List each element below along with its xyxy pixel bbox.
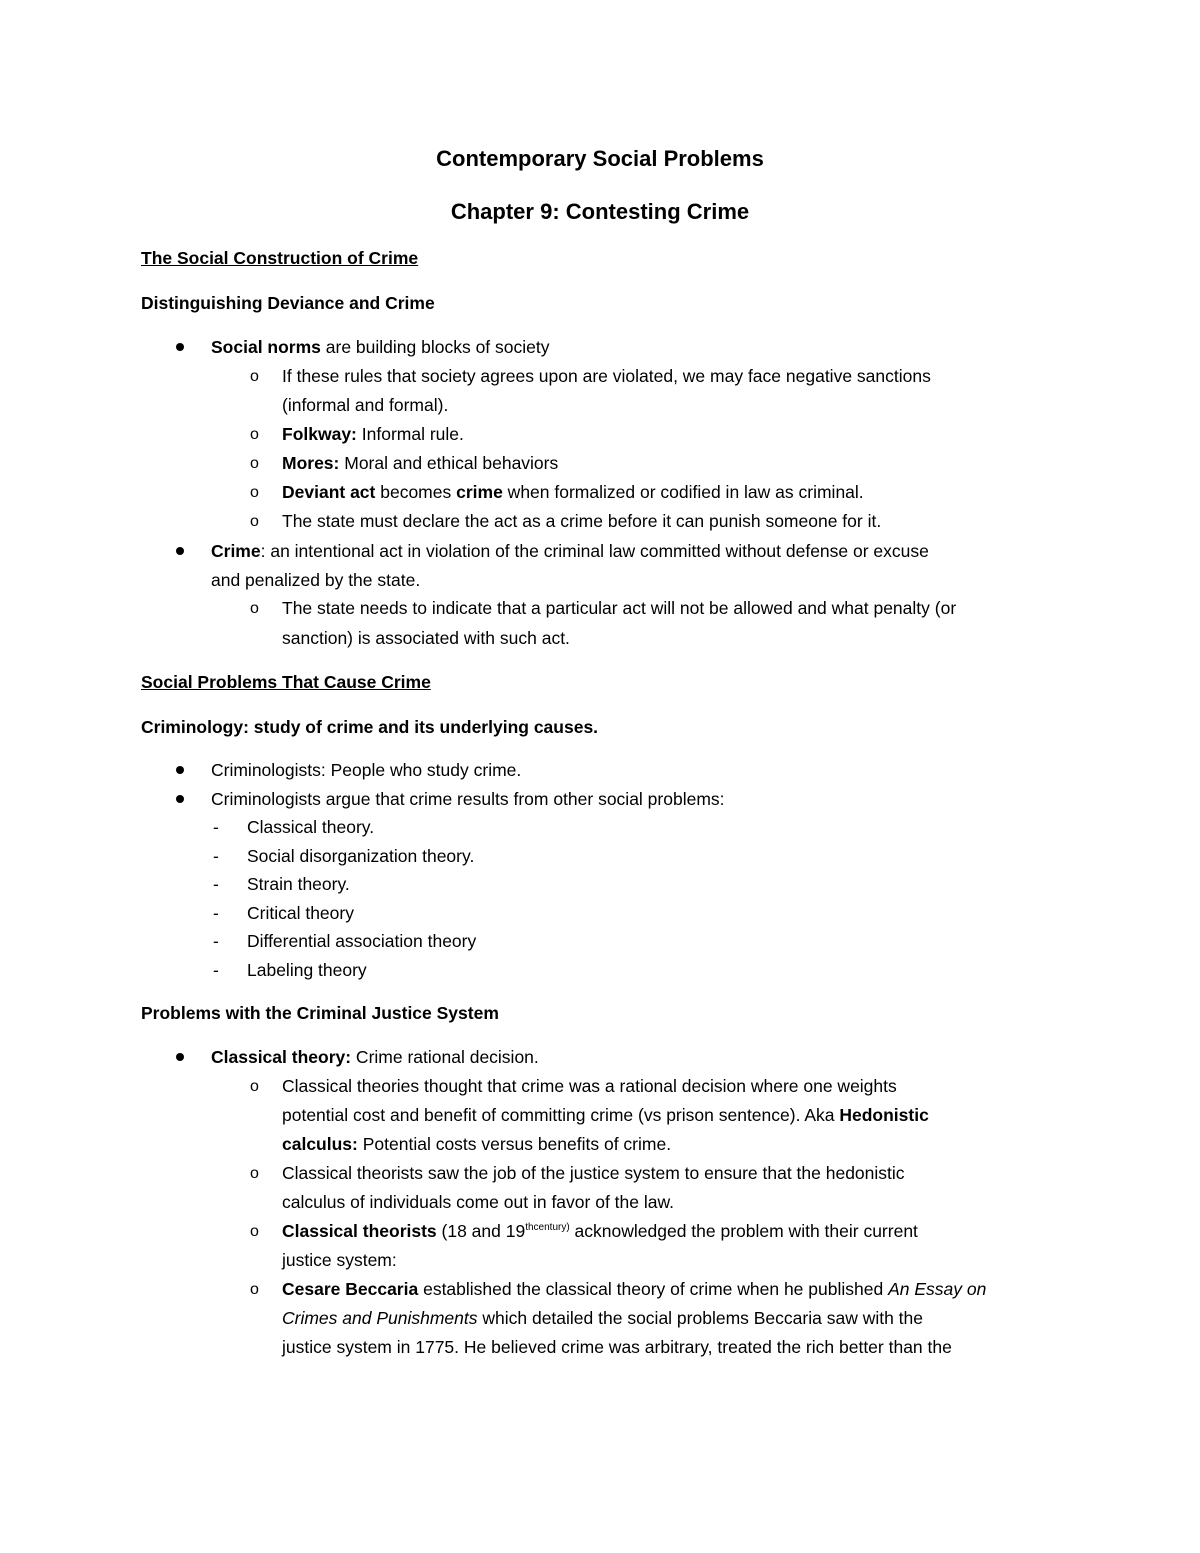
sub-bullet-icon: o — [250, 426, 259, 443]
list-item-social-norms: Social norms are building blocks of society — [211, 337, 550, 357]
dash-icon: - — [213, 903, 219, 923]
bullet-icon — [176, 343, 184, 351]
dash-icon: - — [213, 931, 219, 951]
list-item-beccaria-cont: Crimes and Punishments which detailed the social problems Beccaria saw with the — [282, 1308, 923, 1328]
list-item-sanctions-cont: (informal and formal). — [282, 395, 449, 415]
list-item-mores: Mores: Moral and ethical behaviors — [282, 453, 559, 473]
section-heading-social-construction: The Social Construction of Crime — [141, 248, 419, 268]
dash-icon: - — [213, 846, 219, 866]
list-item-criminologists-argue: Criminologists argue that crime results from other social problems: — [211, 789, 725, 809]
list-item-folkway: Folkway: Informal rule. — [282, 424, 464, 444]
sub-bullet-icon: o — [250, 1223, 259, 1240]
list-item-classical-theorists-cont: justice system: — [282, 1250, 397, 1270]
list-item-criminologists: Criminologists: People who study crime. — [211, 760, 522, 780]
dash-icon: - — [213, 874, 219, 894]
dash-icon: - — [213, 817, 219, 837]
list-item-hedonistic-calculus: calculus: Potential costs versus benefits of crime. — [282, 1134, 672, 1154]
bullet-icon — [176, 547, 184, 555]
theory-item: Classical theory. — [247, 817, 375, 837]
list-item-rational-decision: Classical theories thought that crime was a rational decision where one weights — [282, 1076, 897, 1096]
chapter-title: Chapter 9: Contesting Crime — [450, 199, 750, 224]
section-heading-criminal-justice: Problems with the Criminal Justice System — [141, 1003, 499, 1023]
list-item-beccaria-cont2: justice system in 1775. He believed crime was arbitrary, treated the rich better than the — [282, 1337, 952, 1357]
list-item-crime-definition: Crime: an intentional act in violation of the criminal law committed without defense or excuse — [211, 541, 929, 561]
sub-bullet-icon: o — [250, 368, 259, 385]
list-item-state-needs: The state needs to indicate that a particular act will not be allowed and what penalty (or — [282, 598, 957, 618]
list-item-classical-theorists: Classical theorists (18 and $19^{thcentury)}$ acknowledged the problem with their current — [282, 1221, 918, 1241]
section-heading-social-problems: Social Problems That Cause Crime — [141, 672, 431, 692]
theory-item: Strain theory. — [247, 874, 350, 894]
bullet-icon — [176, 795, 184, 803]
document-title: Contemporary Social Problems — [436, 146, 764, 171]
list-item-state-needs-cont: sanction) is associated with such act. — [282, 628, 570, 648]
dash-icon: - — [213, 960, 219, 980]
list-item-crime-definition-cont: and penalized by the state. — [211, 570, 421, 590]
sub-bullet-icon: o — [250, 513, 259, 530]
subheading-deviance-crime: Distinguishing Deviance and Crime — [141, 293, 435, 313]
sub-bullet-icon: o — [250, 1078, 259, 1095]
list-item-state-declare: The state must declare the act as a crime before it can punish someone for it. — [282, 511, 882, 531]
theory-item: Critical theory — [247, 903, 354, 923]
list-item-deviant-act: Deviant act becomes crime when formalized or codified in law as criminal. — [282, 482, 864, 502]
sub-bullet-icon: o — [250, 1281, 259, 1298]
theory-item: Differential association theory — [247, 931, 477, 951]
list-item-classical-theory: Classical theory: Crime rational decision. — [211, 1047, 539, 1067]
subheading-criminology: Criminology: study of crime and its underlying causes. — [141, 717, 599, 737]
sub-bullet-icon: o — [250, 484, 259, 501]
bullet-icon — [176, 766, 184, 774]
list-item-justice-job-cont: calculus of individuals come out in favor of the law. — [282, 1192, 675, 1212]
bullet-icon — [176, 1053, 184, 1061]
list-item-justice-job: Classical theorists saw the job of the justice system to ensure that the hedonistic — [282, 1163, 905, 1183]
list-item-rational-decision-cont: potential cost and benefit of committing crime (vs prison sentence). Aka Hedonistic — [282, 1105, 929, 1125]
theory-item: Labeling theory — [247, 960, 367, 980]
sub-bullet-icon: o — [250, 455, 259, 472]
list-item-sanctions: If these rules that society agrees upon are violated, we may face negative sanctions — [282, 366, 931, 386]
theory-item: Social disorganization theory. — [247, 846, 475, 866]
sub-bullet-icon: o — [250, 600, 259, 617]
sub-bullet-icon: o — [250, 1165, 259, 1182]
list-item-beccaria: Cesare Beccaria established the classical theory of crime when he published An Essay on — [282, 1279, 987, 1299]
